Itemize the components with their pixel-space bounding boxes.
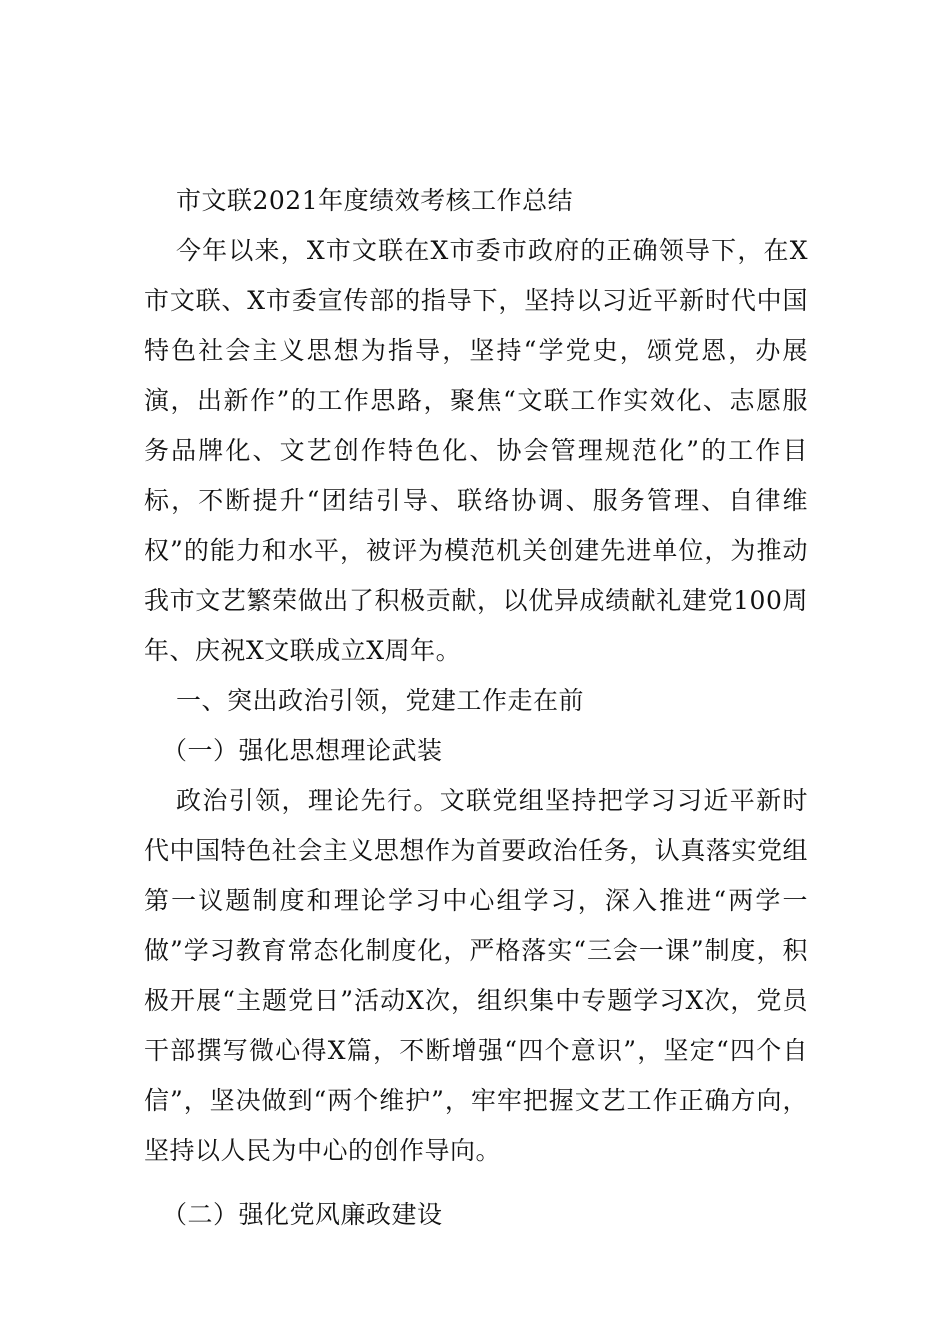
subsection-heading-1: （一）强化思想理论武装 [162,736,443,765]
intro-paragraph: 今年以来，X市文联在X市委市政府的正确领导下，在X市文联、X市委宣传部的指导下，坚持以习近平新时代中国特色社会主义思想为指导，坚持“学党史，颂党恩，办展演，出新作”的工作思路，聚焦“文联工作实效化、志愿服务品牌化、文艺创作特色化、协会管理规范化”的工作目标，不断提升“团结引导、联络协调、服务管理、自律维权”的能力和水平，被评为模范机关创建先进单位，为推动我市文艺繁荣做出了积极贡献，以优异成绩献礼建党100周年、庆祝X文联成立X周年。 [144,236,808,665]
section-heading-1: 一、突出政治引领，党建工作走在前 [176,686,585,715]
subsection-heading-2: （二）强化党风廉政建设 [162,1200,443,1229]
document-title: 市文联2021年度绩效考核工作总结 [176,186,574,215]
document-body [144,176,808,1240]
subsection-paragraph-1: 政治引领，理论先行。文联党组坚持把学习习近平新时代中国特色社会主义思想作为首要政治任务，认真落实党组第一议题制度和理论学习中心组学习，深入推进“两学一做”学习教育常态化制度化，严格落实“三会一课”制度，积极开展“主题党日”活动X次，组织集中专题学习X次，党员干部撰写微心得X篇，不断增强“四个意识”，坚定“四个自信”，坚决做到“两个维护”，牢牢把握文艺工作正确方向，坚持以人民为中心的创作导向。 [144,786,808,1165]
